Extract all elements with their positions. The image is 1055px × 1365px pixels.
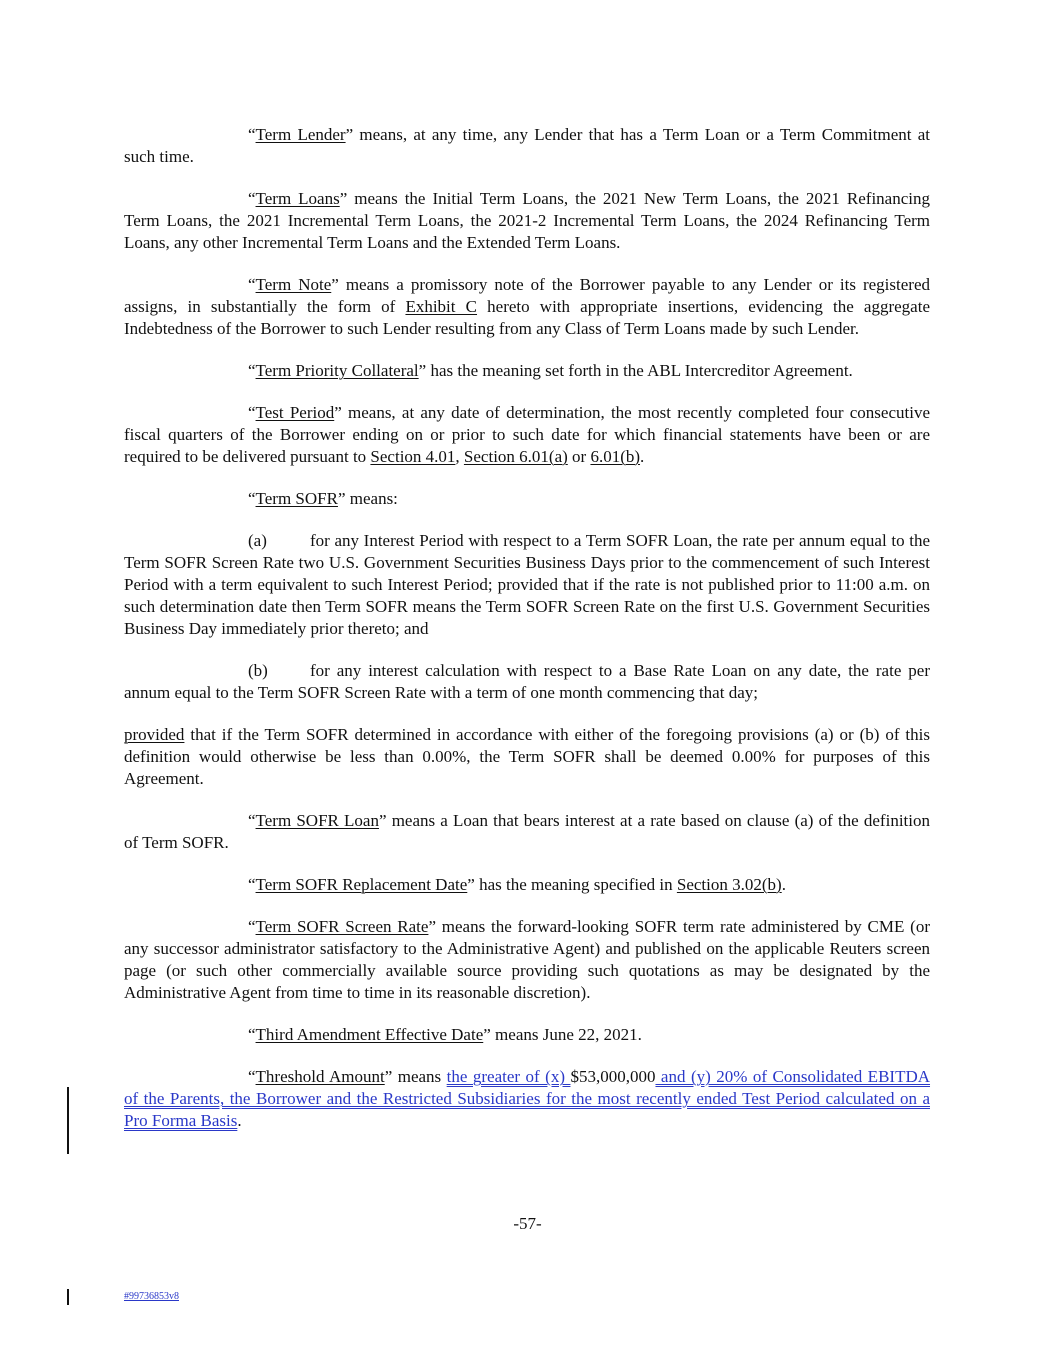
cross-reference: 6.01(b) (590, 446, 641, 466)
defined-term: Term Note (255, 274, 332, 294)
defined-term: Test Period (255, 403, 335, 423)
definition-term-sofr: “Term SOFR” means: (248, 489, 398, 509)
threshold-amount-value: $53,000,000 (570, 1067, 656, 1087)
definition-threshold-amount: “Threshold Amount” means the greater of (x) $53,000,000 and (y) 20% of Consolidated EBITDA of the Parents, the Borrower and the Restricted Subsidiaries for the most recently ended Test Period calculated on a Pro Forma Basis. (124, 1067, 931, 1130)
definition-term-sofr-screen-rate: “Term SOFR Screen Rate” means the forward-looking SOFR term rate administered by CME (or any successor administrator satisfactory to the Administrative Agent) and published on the applicable Reuters screen page (or such other commercially available source providing such quotations as may be designated by the Administrative Agent from time to time in its reasonable discretion). (124, 917, 930, 1002)
clause-label: (b) (248, 660, 268, 680)
defined-term: Term Loans (255, 189, 340, 209)
defined-term: Term SOFR Loan (255, 810, 379, 830)
inserted-text: the greater of (x) (446, 1067, 571, 1087)
definition-term-lender: “Term Lender” means, at any time, any Lender that has a Term Loan or a Term Commitment at such time. (124, 125, 930, 166)
cross-reference: Section 6.01(a) (463, 446, 568, 466)
inserted-text: and (y) 20% of Consolidated EBITDA of the Parents, the Borrower and the Restricted Subsidiaries for the most recently ended Test Period calculated on a Pro Forma Basis (124, 1067, 931, 1130)
definition-term-sofr-replacement-date: “Term SOFR Replacement Date” has the meaning specified in Section 3.02(b). (248, 874, 786, 894)
defined-term: Term Lender (255, 125, 346, 144)
defined-term: Threshold Amount (255, 1067, 385, 1087)
document-page (124, 124, 930, 1132)
definition-term-sofr-loan: “Term SOFR Loan” means a Loan that bears interest at a rate based on clause (a) of the definition of Term SOFR. (124, 810, 930, 852)
definition-third-amendment-effective-date: “Third Amendment Effective Date” means June 22, 2021. (248, 1024, 642, 1044)
proviso-lead: provided (124, 724, 185, 744)
defined-term: Term SOFR Screen Rate (255, 917, 429, 937)
definition-test-period: “Test Period” means, at any date of determination, the most recently completed four consecutive fiscal quarters of the Borrower ending on or prior to such date for which financial statements have been or are required to be delivered pursuant to Section 4.01, Section 6.01(a) or 6.01(b). (124, 403, 930, 466)
term-sofr-clause-b: (b) for any interest calculation with respect to a Base Rate Loan on any date, the rate per annum equal to the Term SOFR Screen Rate with a term of one month commencing that day; (124, 660, 930, 702)
definition-term-priority-collateral: “Term Priority Collateral” has the meaning set forth in the ABL Intercreditor Agreement. (248, 360, 853, 380)
page-number: -57- (513, 1214, 542, 1233)
definition-term-note: “Term Note” means a promissory note of the Borrower payable to any Lender or its registered assigns, in substantially the form of Exhibit C hereto with appropriate insertions, evidencing the aggregate Indebtedness of the Borrower to such Lender resulting from any Class of Term Loans made by such Lender. (124, 274, 930, 338)
clause-label: (a) (248, 531, 267, 551)
document-id: #99736853v8 (124, 1291, 179, 1302)
change-bar (67, 1289, 69, 1305)
term-sofr-clause-a: (a) for any Interest Period with respect to a Term SOFR Loan, the rate per annum equal to the Term SOFR Screen Rate two U.S. Government Securities Business Days prior to the commencement of such Interest Period with a term equivalent to such Interest Period; provided that if the rate is not published prior to 11:00 a.m. on such determination date then Term SOFR means the Term SOFR Screen Rate on the first U.S. Government Securities Business Day immediately prior thereto; and (124, 531, 930, 638)
defined-term: Term SOFR Replacement Date (255, 874, 468, 894)
term-sofr-proviso: provided that if the Term SOFR determined in accordance with either of the foregoing provisions (a) or (b) of this definition would otherwise be less than 0.00%, the Term SOFR shall be deemed 0.00% for purposes of this Agreement. (124, 724, 930, 788)
cross-reference: Section 4.01 (370, 446, 456, 466)
defined-term: Third Amendment Effective Date (255, 1024, 484, 1044)
definition-term-loans: “Term Loans” means the Initial Term Loans, the 2021 New Term Loans, the 2021 Refinancing Term Loans, the 2021 Incremental Term Loans, the 2021-2 Incremental Term Loans, the 2024 Refinancing Term Loans, any other Incremental Term Loans and the Extended Term Loans. (124, 189, 930, 252)
cross-reference: Section 3.02(b) (676, 874, 782, 894)
defined-term: Term Priority Collateral (255, 360, 419, 380)
change-bar (67, 1087, 69, 1154)
defined-term: Term SOFR (255, 489, 338, 509)
cross-reference: Exhibit C (405, 296, 478, 316)
